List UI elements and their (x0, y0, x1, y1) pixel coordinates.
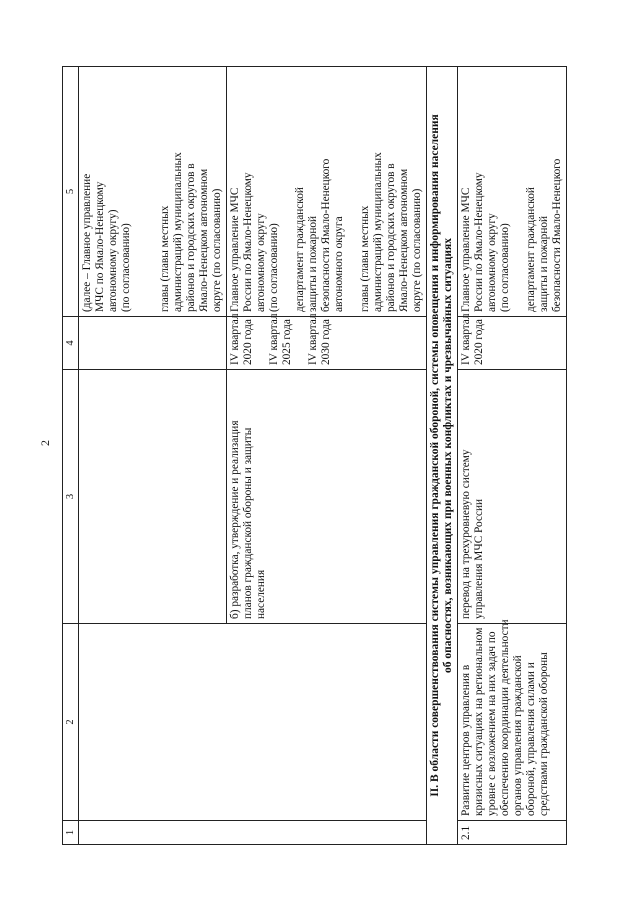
text-line: кризисных ситуациях на региональном (473, 627, 485, 816)
text-line: обороной, управления силами и (525, 662, 537, 816)
text-line: безопасности Ямало-Ненецкого (320, 158, 332, 312)
text-line: районов и городских округов в (185, 163, 197, 312)
line-gap (294, 321, 307, 365)
text-line: Ямало-Ненецком автономном (198, 168, 210, 312)
text-line: автономному округу (255, 213, 267, 312)
text-line: перевод на трехуровневую систему (460, 449, 472, 619)
rotated-table-container (62, 67, 567, 845)
line-gap (133, 71, 146, 312)
line-gap (255, 321, 268, 365)
text-line: (по согласованию) (499, 223, 511, 312)
text-line: главы (главы местных (359, 205, 371, 312)
row-b-deadline (227, 313, 427, 370)
text-line: об опасностях, возникающих при военных конфликтах и чрезвычайных ситуациях (442, 238, 454, 673)
text-line: IV квартал (268, 313, 280, 365)
text-line: II. В области совершенствования системы управления гражданской обороной, системы оповещения и информирования населения (429, 114, 441, 797)
page-number: 2 (38, 440, 52, 446)
continuation-row (79, 67, 227, 845)
text-line: главы (главы местных (159, 205, 171, 312)
continuation-num-cell (79, 821, 427, 845)
text-line: уровне с возложением на них задач по (486, 631, 498, 816)
column-number-row (63, 67, 79, 845)
text-line: (по согласованию) (120, 223, 132, 312)
text-line: 2030 года (320, 319, 332, 365)
text-line: (далее – Главное управление (81, 173, 93, 312)
text-line: населения (255, 569, 267, 619)
text-line: IV квартал (460, 313, 472, 365)
row-b-responsible (227, 67, 427, 317)
text-line: защиты и пожарной (307, 215, 319, 312)
text-line: автономному округу (486, 213, 498, 312)
continuation-activity-cell (79, 370, 227, 624)
text-line: администраций) муниципальных (172, 152, 184, 312)
text-line: планов гражданской обороны и защиты (242, 427, 254, 619)
text-line: округе (по согласованию) (411, 188, 423, 312)
column-number-1: 1 (63, 821, 79, 845)
table-row-2-1 (458, 67, 567, 845)
column-number-4: 4 (63, 317, 79, 370)
line-gap (346, 71, 359, 312)
section-heading-row (427, 67, 458, 845)
column-number-5: 5 (63, 67, 79, 317)
row-b-activity (227, 370, 427, 624)
row-2-1-deadline (458, 313, 567, 370)
text-line: IV квартал (229, 313, 241, 365)
text-line: 2025 года (281, 319, 293, 365)
row-2-1-responsible (458, 67, 567, 317)
text-line: департамент гражданской (525, 187, 537, 312)
text-line: России по Ямало-Ненецкому (473, 172, 485, 312)
column-number-2: 2 (63, 624, 79, 821)
continuation-measure-cell (79, 624, 427, 821)
text-line: б) разработка, утверждение и реализация (229, 420, 241, 619)
column-number-3: 3 (63, 370, 79, 624)
text-line: Развитие центров управления в (460, 664, 472, 816)
text-line: 2020 года (473, 319, 485, 365)
text-line: обеспечению координации деятельности (499, 619, 511, 816)
text-line: органов управления гражданской (512, 655, 524, 816)
continuation-deadline-cell (79, 317, 227, 370)
row-2-1-activity (458, 370, 567, 624)
text-line: Главное управление МЧС (229, 187, 241, 312)
text-line: районов и городских округов в (385, 163, 397, 312)
section-2-heading (427, 67, 458, 845)
text-line: 2020 года (242, 319, 254, 365)
text-line: России по Ямало-Ненецкому (242, 172, 254, 312)
continuation-responsible-cell (79, 67, 227, 317)
text-line: (по согласованию) (268, 223, 280, 312)
text-line: администраций) муниципальных (372, 152, 384, 312)
text-line: Главное управление МЧС (460, 187, 472, 312)
row-2-1-measure (458, 619, 567, 821)
text-line: защиты и пожарной (538, 215, 550, 312)
text-line: IV квартал (307, 313, 319, 365)
text-line: МЧС по Ямало-Ненецкому (94, 181, 106, 312)
text-line: управления МЧС России (473, 498, 485, 619)
line-gap (281, 71, 294, 312)
text-line: автономному округу) (107, 209, 119, 312)
line-gap (146, 71, 159, 312)
text-line: департамент гражданской (294, 187, 306, 312)
plan-table (62, 66, 567, 845)
text-line: Ямало-Ненецком автономном (398, 168, 410, 312)
row-2-1-number: 2.1 (458, 821, 567, 845)
line-gap (512, 71, 525, 312)
text-line: безопасности Ямало-Ненецкого (551, 158, 563, 312)
text-line: средствами гражданской обороны (538, 652, 550, 816)
text-line: округе (по согласованию) (211, 188, 223, 312)
text-line: автономного округа (333, 216, 345, 312)
